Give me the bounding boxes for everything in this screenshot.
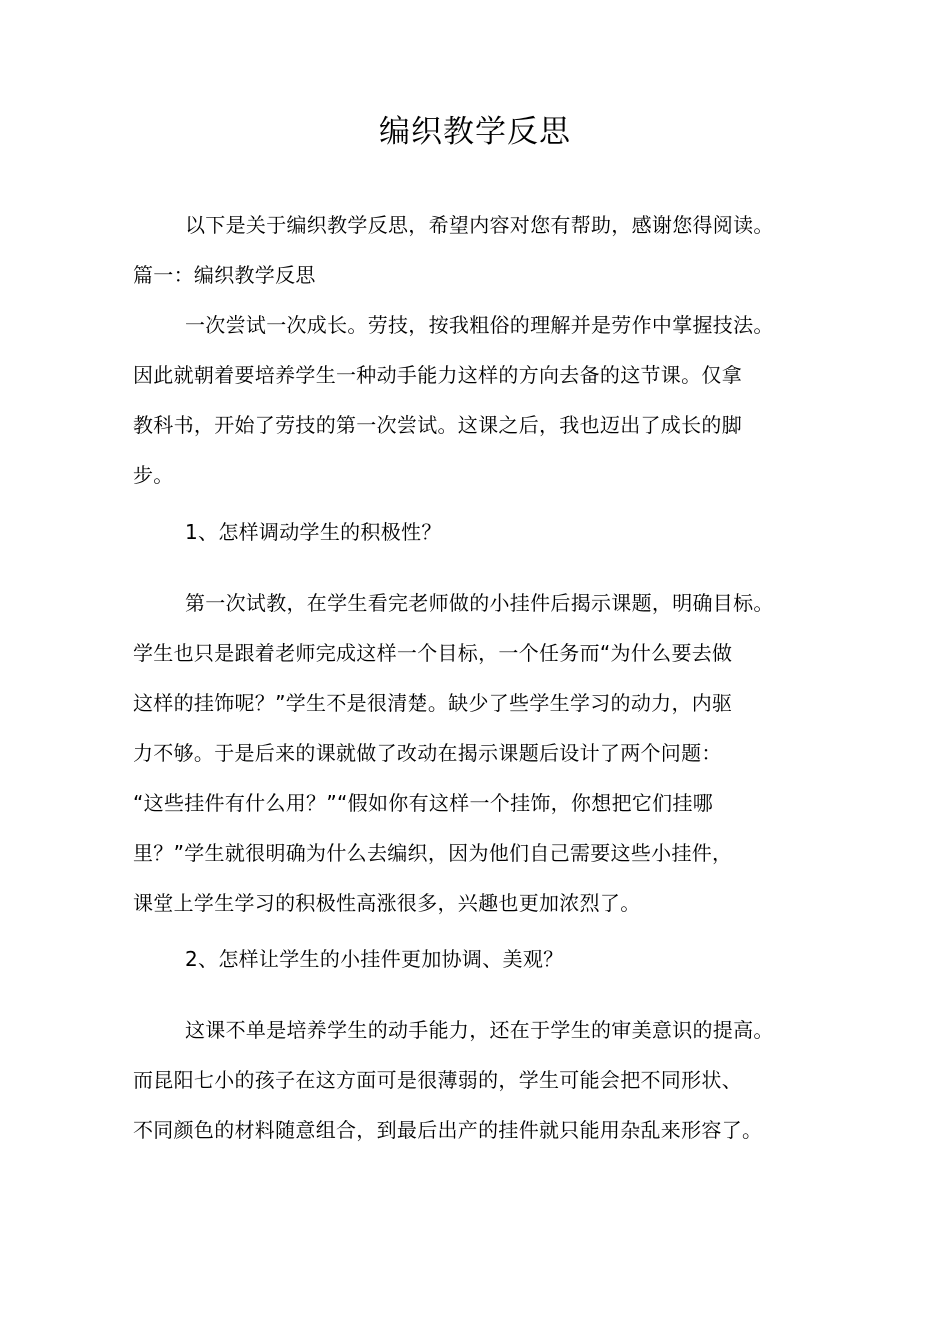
- paragraph-line: 因此就朝着要培养学生一种动手能力这样的方向去备的这节课。仅拿: [133, 363, 742, 387]
- paragraph-intro: 以下是关于编织教学反思，希望内容对您有帮助，感谢您得阅读。: [185, 213, 774, 237]
- paragraph-line: “这些挂件有什么用？”“假如你有这样一个挂饰，你想把它们挂哪: [133, 791, 714, 815]
- subheading-2: 2、怎样让学生的小挂件更加协调、美观？: [185, 947, 564, 971]
- paragraph-line: 课堂上学生学习的积极性高涨很多，兴趣也更加浓烈了。: [133, 891, 641, 915]
- paragraph-line: 这课不单是培养学生的动手能力，还在于学生的审美意识的提高。: [185, 1018, 774, 1042]
- document-title: 编织教学反思: [379, 114, 571, 150]
- paragraph-line: 而昆阳七小的孩子在这方面可是很薄弱的，学生可能会把不同形状、: [133, 1068, 742, 1092]
- paragraph-line: 这样的挂饰呢？”学生不是很清楚。缺少了些学生学习的动力，内驱: [133, 691, 733, 715]
- subheading-1: 1、怎样调动学生的积极性？: [185, 520, 442, 544]
- paragraph-line: 教科书，开始了劳技的第一次尝试。这课之后，我也迈出了成长的脚: [133, 413, 742, 437]
- paragraph-line: 一次尝试一次成长。劳技，按我粗俗的理解并是劳作中掌握技法。: [185, 313, 774, 337]
- paragraph-line: 里？”学生就很明确为什么去编织，因为他们自己需要这些小挂件，: [133, 841, 733, 865]
- paragraph-line: 学生也只是跟着老师完成这样一个目标，一个任务而“为什么要去做: [133, 641, 733, 665]
- paragraph-line: 第一次试教，在学生看完老师做的小挂件后揭示课题，明确目标。: [185, 591, 774, 615]
- paragraph-line: 步。: [133, 463, 174, 487]
- paragraph-line: 力不够。于是后来的课就做了改动在揭示课题后设计了两个问题：: [133, 741, 722, 765]
- section-heading: 篇一：编织教学反思: [133, 263, 316, 287]
- paragraph-line: 不同颜色的材料随意组合，到最后出产的挂件就只能用杂乱来形容了。: [133, 1118, 763, 1142]
